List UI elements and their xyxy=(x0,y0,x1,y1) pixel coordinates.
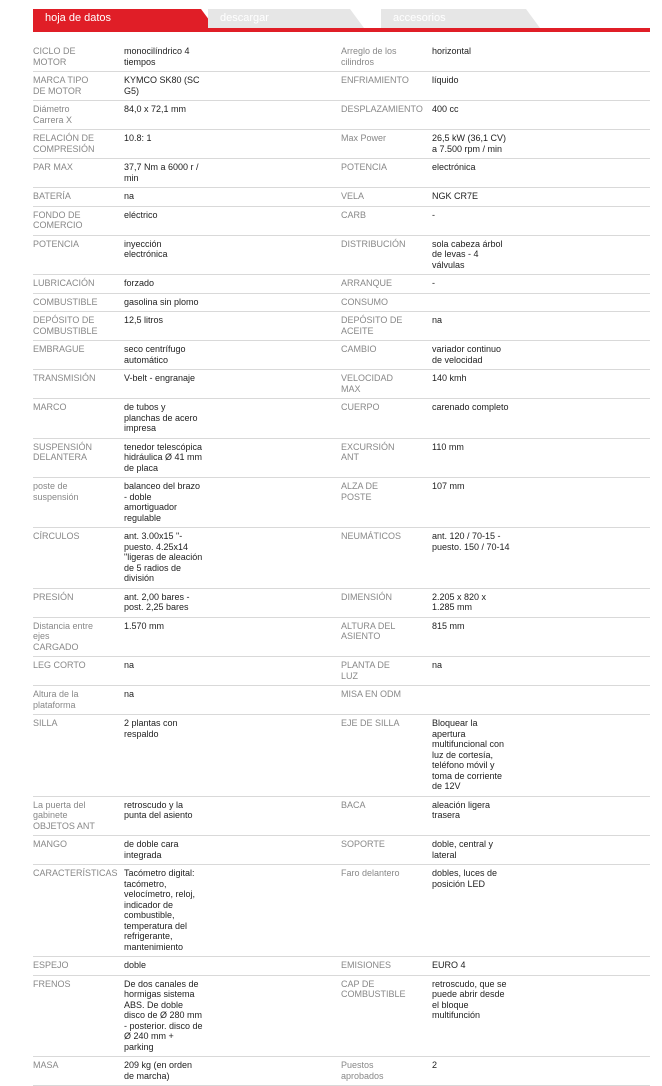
spec-label: SOPORTE xyxy=(341,839,385,849)
spec-label-cell xyxy=(341,800,432,832)
spec-value: 209 kg (en orden de marcha) xyxy=(124,1060,193,1081)
spec-label: RELACIÓN DE COMPRESIÓN xyxy=(33,133,95,154)
spec-value-cell xyxy=(432,660,650,681)
spec-value-cell xyxy=(124,689,341,710)
tab-label: accesorios xyxy=(393,12,446,24)
spec-value-cell xyxy=(124,344,341,365)
spec-label: La puerta del gabinete OBJETOS ANT xyxy=(33,799,95,831)
spec-value-cell xyxy=(124,75,341,96)
spec-value: 2 xyxy=(432,1060,438,1070)
spec-value: na xyxy=(124,660,135,670)
spec-value-cell xyxy=(432,297,650,308)
spec-value: 1.570 mm xyxy=(124,620,165,631)
spec-label-cell xyxy=(33,621,124,653)
spec-value-cell xyxy=(124,839,341,860)
spec-value: inyección electrónica xyxy=(124,238,168,259)
spec-label-cell xyxy=(341,402,432,434)
spec-value: 2.205 x 820 x 1.285 mm xyxy=(432,591,487,612)
spec-value-cell xyxy=(432,718,650,792)
spec-label: Distancia entre ejes CARGADO xyxy=(33,620,94,652)
spec-value-cell xyxy=(432,1060,650,1081)
spec-value: 26,5 kW (36,1 CV) a 7.500 rpm / min xyxy=(432,133,507,154)
spec-value: seco centrífugo automático xyxy=(124,344,186,365)
spec-label: MARCA TIPO DE MOTOR xyxy=(33,75,89,96)
spec-row xyxy=(33,618,650,658)
spec-value: 815 mm xyxy=(432,620,465,631)
spec-label: ENFRIAMIENTO xyxy=(341,75,409,85)
spec-value-cell xyxy=(124,960,341,971)
spec-value-cell xyxy=(124,46,341,67)
spec-label-cell xyxy=(341,1060,432,1081)
spec-row xyxy=(33,130,650,159)
spec-label-cell xyxy=(341,162,432,183)
spec-value: variador continuo de velocidad xyxy=(432,344,502,365)
spec-row xyxy=(33,836,650,865)
spec-row xyxy=(33,528,650,589)
spec-value: tenedor telescópica hidráulica Ø 41 mm de placa xyxy=(124,441,203,473)
spec-label: ALTURA DEL ASIENTO xyxy=(341,620,396,641)
spec-value: monocilíndrico 4 tiempos xyxy=(124,46,190,67)
spec-value: retroscudo, que se puede abrir desde el bloque multifunción xyxy=(432,978,507,1020)
tab-label: hoja de datos xyxy=(45,12,112,24)
spec-label: MANGO xyxy=(33,839,68,849)
spec-row xyxy=(33,207,650,236)
spec-label-cell xyxy=(341,315,432,336)
tab-hoja-de-datos[interactable] xyxy=(33,9,201,28)
spec-value-cell xyxy=(432,75,650,96)
spec-value-cell xyxy=(432,210,650,231)
spec-value: na xyxy=(432,315,443,325)
spec-label: PRESIÓN xyxy=(33,591,74,602)
spec-label: CAP DE COMBUSTIBLE xyxy=(341,978,406,999)
spec-value: 84,0 x 72,1 mm xyxy=(124,104,187,114)
spec-value-cell xyxy=(432,592,650,613)
spec-label: ALZA DE POSTE xyxy=(341,481,379,502)
spec-label: DISTRIBUCIÓN xyxy=(341,238,406,249)
spec-label-cell xyxy=(33,689,124,710)
spec-label: DIMENSIÓN xyxy=(341,591,393,602)
spec-label-cell xyxy=(33,315,124,336)
spec-row xyxy=(33,439,650,479)
spec-value: gasolina sin plomo xyxy=(124,296,199,307)
spec-value-cell xyxy=(124,402,341,434)
spec-label-cell xyxy=(341,373,432,394)
spec-value-cell xyxy=(432,46,650,67)
spec-value-cell xyxy=(124,592,341,613)
spec-value: - xyxy=(432,209,435,220)
spec-label: ARRANQUE xyxy=(341,278,393,288)
spec-value-cell xyxy=(124,210,341,231)
spec-value: ant. 120 / 70-15 - puesto. 150 / 70-14 xyxy=(432,531,510,552)
spec-value-cell xyxy=(432,621,650,653)
spec-value-cell xyxy=(432,344,650,365)
spec-label-cell xyxy=(33,660,124,681)
spec-label-cell xyxy=(341,531,432,584)
spec-row xyxy=(33,865,650,957)
spec-value: na xyxy=(432,660,443,670)
spec-row xyxy=(33,341,650,370)
spec-label: PLANTA DE LUZ xyxy=(341,660,390,681)
spec-label: FONDO DE COMERCIO xyxy=(33,209,83,230)
spec-row xyxy=(33,478,650,528)
spec-value-cell xyxy=(124,442,341,474)
spec-label: EMISIONES xyxy=(341,960,392,970)
spec-label-cell xyxy=(341,979,432,1053)
spec-label-cell xyxy=(33,531,124,584)
spec-label: MASA xyxy=(33,1060,59,1070)
spec-label: MISA EN ODM xyxy=(341,689,402,699)
spec-label: BACA xyxy=(341,799,366,810)
spec-label-cell xyxy=(341,75,432,96)
spec-label: CAMBIO xyxy=(341,344,377,354)
spec-value: 107 mm xyxy=(432,481,465,491)
spec-row xyxy=(33,657,650,686)
spec-label-cell xyxy=(33,373,124,394)
spec-label-cell xyxy=(341,104,432,125)
spec-value-cell xyxy=(124,868,341,952)
spec-label: POTENCIA xyxy=(33,238,80,249)
spec-row xyxy=(33,686,650,715)
spec-row xyxy=(33,797,650,837)
spec-value: 37,7 Nm a 6000 r / min xyxy=(124,162,199,183)
tab-bar xyxy=(0,0,662,32)
spec-value-cell xyxy=(432,162,650,183)
spec-value: 12,5 litros xyxy=(124,315,164,325)
spec-value: na xyxy=(124,689,135,699)
spec-row xyxy=(33,101,650,130)
spec-row xyxy=(33,957,650,976)
spec-value: electrónica xyxy=(432,162,476,172)
spec-value-cell xyxy=(124,133,341,154)
spec-label: ESPEJO xyxy=(33,960,69,970)
spec-value-cell xyxy=(124,104,341,125)
spec-value: aleación ligera trasera xyxy=(432,799,491,820)
spec-value: 110 mm xyxy=(432,441,464,452)
spec-label-cell xyxy=(341,239,432,271)
spec-value: sola cabeza árbol de levas - 4 válvulas xyxy=(432,238,503,270)
spec-value-cell xyxy=(124,800,341,832)
spec-row xyxy=(33,159,650,188)
spec-label: DEPÓSITO DE COMBUSTIBLE xyxy=(33,315,98,336)
spec-label-cell xyxy=(33,979,124,1053)
spec-label-cell xyxy=(33,239,124,271)
spec-value: - xyxy=(432,278,435,288)
spec-label-cell xyxy=(33,344,124,365)
spec-label-cell xyxy=(341,592,432,613)
spec-value: forzado xyxy=(124,278,155,288)
spec-label-cell xyxy=(33,868,124,952)
spec-row xyxy=(33,72,650,101)
spec-value-cell xyxy=(124,621,341,653)
spec-value: 400 cc xyxy=(432,104,459,114)
spec-label-cell xyxy=(341,660,432,681)
spec-value-cell xyxy=(124,191,341,202)
spec-value-cell xyxy=(432,133,650,154)
spec-label: EMBRAGUE xyxy=(33,344,85,354)
spec-value-cell xyxy=(124,278,341,289)
spec-row xyxy=(33,589,650,618)
spec-label-cell xyxy=(33,210,124,231)
spec-label: CONSUMO xyxy=(341,296,388,307)
spec-label-cell xyxy=(33,46,124,67)
tab-notch xyxy=(350,9,364,28)
spec-label: EXCURSIÓN ANT xyxy=(341,441,395,462)
spec-value-cell xyxy=(124,481,341,523)
spec-label-cell xyxy=(33,162,124,183)
spec-label-cell xyxy=(33,592,124,613)
spec-label: LUBRICACIÓN xyxy=(33,278,95,288)
spec-row xyxy=(33,1057,650,1086)
spec-label-cell xyxy=(33,481,124,523)
spec-value: retroscudo y la punta del asiento xyxy=(124,799,193,820)
spec-label: FRENOS xyxy=(33,978,71,989)
spec-label-cell xyxy=(33,297,124,308)
tab-label: descargar xyxy=(220,12,269,24)
spec-label: DESPLAZAMIENTO xyxy=(341,104,423,114)
spec-label: NEUMÁTICOS xyxy=(341,531,402,541)
spec-label-cell xyxy=(341,481,432,523)
spec-label-cell xyxy=(341,689,432,710)
spec-value-cell xyxy=(432,839,650,860)
spec-value-cell xyxy=(432,315,650,336)
spec-label-cell xyxy=(33,718,124,792)
tab-descargar[interactable] xyxy=(208,9,350,28)
spec-row xyxy=(33,275,650,294)
spec-value: Tacómetro digital: tacómetro, velocímetro, reloj, indicador de combustible, temperatura del refrigerante, mantenimiento xyxy=(124,868,196,952)
tab-underline xyxy=(33,28,650,32)
spec-label: TRANSMISIÓN xyxy=(33,373,96,383)
spec-label: Altura de la plataforma xyxy=(33,689,79,710)
spec-value: balanceo del brazo - doble amortiguador regulable xyxy=(124,481,201,523)
spec-label-cell xyxy=(33,133,124,154)
spec-label-cell xyxy=(341,344,432,365)
spec-value-cell xyxy=(124,660,341,681)
spec-label-cell xyxy=(341,718,432,792)
spec-label: VELA xyxy=(341,191,365,201)
spec-value-cell xyxy=(432,481,650,523)
spec-value-cell xyxy=(124,373,341,394)
spec-label: MARCO xyxy=(33,402,67,412)
spec-value-cell xyxy=(432,104,650,125)
spec-value-cell xyxy=(124,531,341,584)
spec-row xyxy=(33,43,650,72)
spec-label: poste de suspensión xyxy=(33,481,79,502)
spec-value-cell xyxy=(124,297,341,308)
spec-value-cell xyxy=(432,442,650,474)
spec-label-cell xyxy=(341,960,432,971)
spec-value: de doble cara integrada xyxy=(124,839,179,860)
spec-value: na xyxy=(124,191,135,201)
spec-value: EURO 4 xyxy=(432,960,466,970)
spec-value: doble xyxy=(124,960,147,970)
spec-label: Faro delantero xyxy=(341,868,400,878)
spec-table xyxy=(33,43,650,1086)
spec-label: LEG CORTO xyxy=(33,660,86,670)
spec-label-cell xyxy=(33,402,124,434)
spec-row xyxy=(33,399,650,439)
spec-label-cell xyxy=(341,839,432,860)
spec-value-cell xyxy=(432,979,650,1053)
spec-value-cell xyxy=(432,402,650,434)
spec-value: carenado completo xyxy=(432,402,509,412)
spec-value: 140 kmh xyxy=(432,373,467,383)
spec-value: horizontal xyxy=(432,46,472,56)
spec-row xyxy=(33,294,650,313)
spec-value-cell xyxy=(432,689,650,710)
spec-value: de tubos y planchas de acero impresa xyxy=(124,402,198,433)
spec-label-cell xyxy=(33,191,124,202)
spec-label: DEPÓSITO DE ACEITE xyxy=(341,315,403,336)
spec-value: V-belt - engranaje xyxy=(124,373,196,383)
spec-label: CUERPO xyxy=(341,402,380,412)
spec-label-cell xyxy=(341,46,432,67)
spec-label: VELOCIDAD MAX xyxy=(341,373,394,394)
spec-value: NGK CR7E xyxy=(432,191,479,201)
spec-label-cell xyxy=(33,75,124,96)
spec-value: 2 plantas con respaldo xyxy=(124,718,178,739)
spec-label: COMBUSTIBLE xyxy=(33,296,98,307)
spec-value-cell xyxy=(124,162,341,183)
spec-value: KYMCO SK80 (SC G5) xyxy=(124,75,200,96)
spec-label: CARACTERÍSTICAS xyxy=(33,868,118,878)
spec-label: SUSPENSIÓN DELANTERA xyxy=(33,441,93,462)
spec-value: eléctrico xyxy=(124,209,158,220)
spec-value: ant. 3.00x15 "- puesto. 4.25x14 "ligeras de aleación de 5 radios de división xyxy=(124,531,203,583)
spec-label: Puestos aprobados xyxy=(341,1060,384,1081)
spec-value: doble, central y lateral xyxy=(432,839,494,860)
spec-label-cell xyxy=(33,800,124,832)
spec-label-cell xyxy=(341,133,432,154)
spec-label-cell xyxy=(341,278,432,289)
spec-value-cell xyxy=(432,800,650,832)
spec-label-cell xyxy=(33,442,124,474)
spec-value: De dos canales de hormigas sistema ABS. De doble disco de Ø 280 mm - posterior. disco de Ø 240 mm + parking xyxy=(124,978,203,1052)
spec-value: ant. 2,00 bares - post. 2,25 bares xyxy=(124,591,190,612)
spec-row xyxy=(33,715,650,797)
spec-value-cell xyxy=(124,239,341,271)
spec-value-cell xyxy=(124,315,341,336)
spec-value-cell xyxy=(432,191,650,202)
spec-label: EJE DE SILLA xyxy=(341,718,400,728)
spec-label: CICLO DE MOTOR xyxy=(33,46,76,67)
spec-label-cell xyxy=(341,621,432,653)
spec-value-cell xyxy=(124,979,341,1053)
spec-label: Diámetro Carrera X xyxy=(33,104,73,125)
spec-value: líquido xyxy=(432,75,459,85)
spec-label-cell xyxy=(341,210,432,231)
spec-value-cell xyxy=(124,1060,341,1081)
spec-label-cell xyxy=(341,297,432,308)
spec-label-cell xyxy=(341,442,432,474)
spec-label: SILLA xyxy=(33,718,58,728)
tab-accesorios[interactable] xyxy=(381,9,526,28)
spec-label-cell xyxy=(33,104,124,125)
spec-label: CÍRCULOS xyxy=(33,531,80,541)
spec-label-cell xyxy=(341,868,432,952)
spec-label: Arreglo de los cilindros xyxy=(341,46,397,67)
spec-label-cell xyxy=(33,960,124,971)
spec-row xyxy=(33,312,650,341)
spec-label: Max Power xyxy=(341,133,387,143)
spec-label-cell xyxy=(341,191,432,202)
spec-value: Bloquear la apertura multifuncional con luz de cortesía, teléfono móvil y toma de corriente de 12V xyxy=(432,718,505,791)
spec-value-cell xyxy=(432,531,650,584)
spec-row xyxy=(33,188,650,207)
spec-label: PAR MAX xyxy=(33,162,73,172)
spec-value-cell xyxy=(432,868,650,952)
spec-value-cell xyxy=(432,278,650,289)
spec-label-cell xyxy=(33,1060,124,1081)
spec-label: CARB xyxy=(341,209,367,220)
spec-value-cell xyxy=(432,373,650,394)
spec-row xyxy=(33,976,650,1058)
spec-label: POTENCIA xyxy=(341,162,388,172)
spec-value: 10.8: 1 xyxy=(124,133,152,143)
spec-label: BATERÍA xyxy=(33,191,71,201)
tab-notch xyxy=(526,9,540,28)
spec-value: dobles, luces de posición LED xyxy=(432,868,498,889)
spec-label-cell xyxy=(33,278,124,289)
spec-label-cell xyxy=(33,839,124,860)
spec-value-cell xyxy=(432,239,650,271)
spec-row xyxy=(33,236,650,276)
spec-row xyxy=(33,370,650,399)
spec-value-cell xyxy=(432,960,650,971)
spec-value-cell xyxy=(124,718,341,792)
